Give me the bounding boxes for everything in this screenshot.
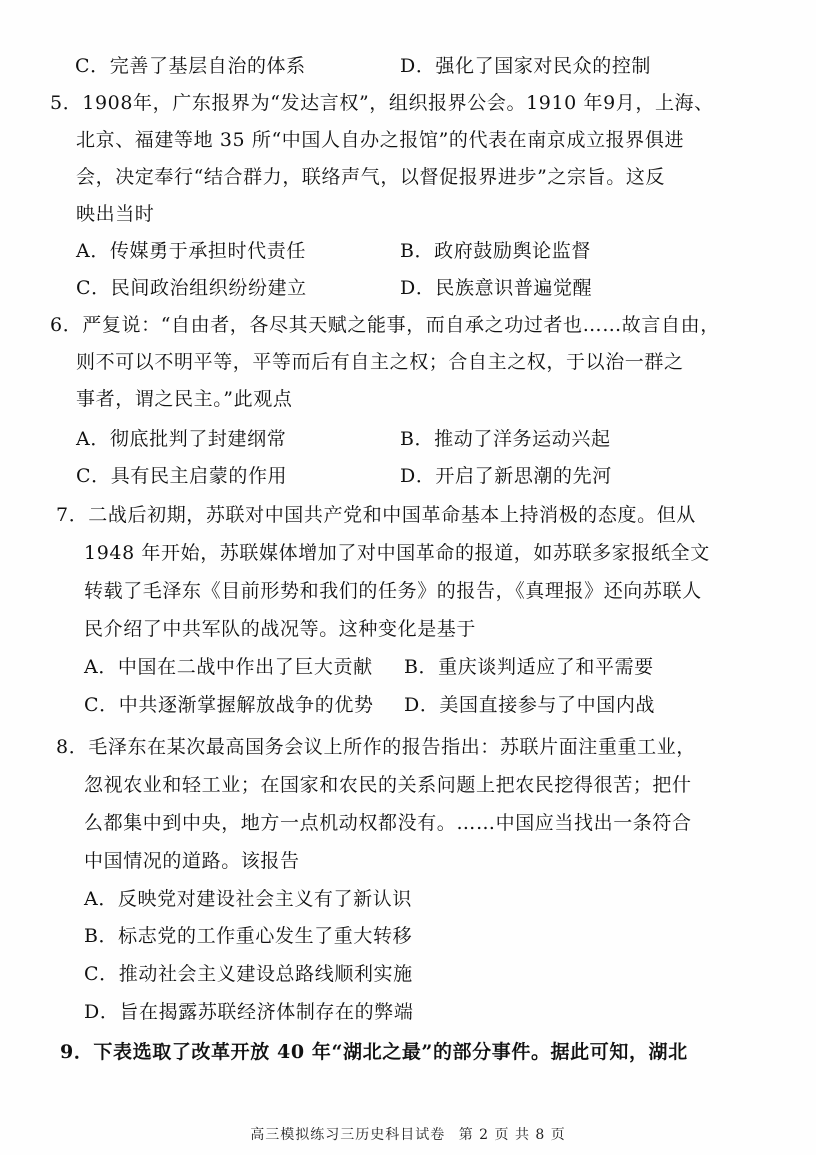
q7-option-a: A．中国在二战中作出了巨大贡献 bbox=[84, 656, 373, 678]
exam-title: 高三模拟练习三历史科目试卷 bbox=[250, 1127, 446, 1143]
q7-option-c: C．中共逐渐掌握解放战争的优势 bbox=[84, 694, 374, 716]
q5-option-b: B．政府鼓励舆论监督 bbox=[400, 240, 591, 262]
q6-option-d: D．开启了新思潮的先河 bbox=[400, 465, 612, 487]
q8-option-b: B．标志党的工作重心发生了重大转移 bbox=[84, 925, 413, 947]
q8-option-d: D．旨在揭露苏联经济体制存在的弊端 bbox=[84, 1001, 414, 1023]
q7-stem-line-3: 转载了毛泽东《目前形势和我们的任务》的报告，《真理报》还向苏联人 bbox=[84, 580, 702, 602]
page-footer bbox=[0, 1124, 816, 1144]
q8-stem-line-3: 么都集中到中央，地方一点机动权都没有。……中国应当找出一条符合 bbox=[84, 812, 692, 834]
q7-stem-line-4: 民介绍了中共军队的战况等。这种变化是基于 bbox=[84, 618, 477, 640]
q6-stem-line-3: 事者，谓之民主。”此观点 bbox=[76, 388, 293, 410]
q7-option-b: B．重庆谈判适应了和平需要 bbox=[404, 656, 654, 678]
q5-stem-line-3: 会，决定奉行“结合群力，联络声气，以督促报界进步”之宗旨。这反 bbox=[76, 166, 666, 188]
q5-option-d: D．民族意识普遍觉醒 bbox=[400, 277, 593, 299]
q6-stem-line-2: 则不可以不明平等，平等而后有自主之权；合自主之权，于以治一群之 bbox=[76, 351, 684, 373]
q5-stem-line-4: 映出当时 bbox=[76, 203, 155, 225]
q7-stem-line-1: 7．二战后初期，苏联对中国共产党和中国革命基本上持消极的态度。但从 bbox=[56, 504, 696, 526]
q8-stem-line-4: 中国情况的道路。该报告 bbox=[84, 850, 300, 872]
q4-option-d: D．强化了国家对民众的控制 bbox=[400, 55, 652, 77]
q6-option-c: C．具有民主启蒙的作用 bbox=[76, 465, 288, 487]
q6-option-a: A．彻底批判了封建纲常 bbox=[76, 428, 287, 450]
q8-stem-line-1: 8．毛泽东在某次最高国务会议上所作的报告指出：苏联片面注重重工业， bbox=[56, 736, 696, 758]
q8-stem-line-2: 忽视农业和轻工业；在国家和农民的关系问题上把农民挖得很苦；把什 bbox=[84, 774, 692, 796]
q8-option-c: C．推动社会主义建设总路线顺利实施 bbox=[84, 963, 413, 985]
q7-stem-line-2: 1948 年开始，苏联媒体增加了对中国革命的报道，如苏联多家报纸全文 bbox=[84, 542, 710, 564]
q8-option-a: A．反映党对建设社会主义有了新认识 bbox=[84, 888, 412, 910]
q5-option-a: A．传媒勇于承担时代责任 bbox=[76, 240, 306, 262]
q5-stem-line-1: 5．1908年，广东报界为“发达言权”，组织报界公会。1910 年9月，上海、 bbox=[50, 92, 714, 114]
q5-stem-line-2: 北京、福建等地 35 所“中国人自办之报馆”的代表在南京成立报界俱进 bbox=[76, 129, 685, 151]
q4-option-c: C．完善了基层自治的体系 bbox=[75, 55, 306, 77]
q5-option-c: C．民间政治组织纷纷建立 bbox=[76, 277, 307, 299]
q6-stem-line-1: 6．严复说：“自由者，各尽其天赋之能事，而自承之功过者也……故言自由， bbox=[50, 314, 720, 336]
q7-option-d: D．美国直接参与了中国内战 bbox=[404, 694, 656, 716]
q9-stem-line-1: 9．下表选取了改革开放 40 年“湖北之最”的部分事件。据此可知，湖北 bbox=[60, 1041, 688, 1063]
q6-option-b: B．推动了洋务运动兴起 bbox=[400, 428, 611, 450]
page-number: 第 2 页 共 8 页 bbox=[458, 1127, 566, 1143]
